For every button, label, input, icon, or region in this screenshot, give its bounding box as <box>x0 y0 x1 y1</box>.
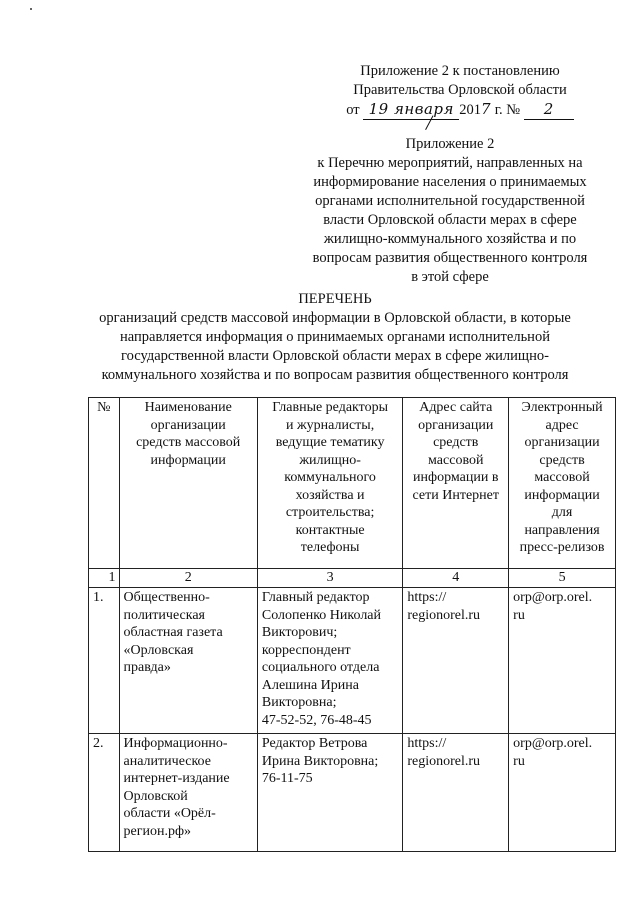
title-line: коммунального хозяйства и по вопросам развития общественного контроля <box>101 367 569 383</box>
email-address <box>509 734 616 852</box>
cell-line: контактные <box>295 522 365 538</box>
title-line: государственной власти Орловской области мерах в сфере жилищно- <box>121 348 549 364</box>
year-suffix: г. № <box>494 102 521 118</box>
appendix-list-line: информирование населения о принимаемых <box>313 174 587 190</box>
cell-line: Главные редакторы <box>272 400 389 415</box>
cell-line: regionorel.ru <box>407 753 481 769</box>
cell-line: организации <box>150 417 226 433</box>
cell-line: массовой <box>428 452 484 468</box>
website-address <box>403 588 509 734</box>
cell-line: информации <box>524 487 600 503</box>
cell-line: массовой <box>534 470 590 485</box>
cell-line: средств <box>539 452 585 468</box>
row-number: 2. <box>89 734 120 852</box>
editors-contacts <box>257 588 402 734</box>
mass-media-table <box>88 397 616 852</box>
cell-line: Редактор Ветрова <box>261 736 368 751</box>
cell-line: корреспондент <box>261 642 351 658</box>
handwritten-number: 2 <box>524 100 574 120</box>
cell-line: интернет-издание <box>123 771 230 786</box>
email-address <box>509 588 616 734</box>
column-number: 3 <box>257 569 402 588</box>
appendix-resolution-line2: Правительства Орловской области <box>353 82 567 98</box>
table-row <box>89 588 616 734</box>
handwritten-year: 7 <box>481 100 492 118</box>
cell-line: Солопенко Николай <box>261 607 382 623</box>
cell-line: направления <box>524 522 600 538</box>
organization-name <box>119 734 257 852</box>
appendix-list-heading: Приложение 2 <box>405 136 495 152</box>
cell-line: Орловской <box>123 788 188 804</box>
row-number: 1. <box>89 588 120 734</box>
cell-line: Наименование <box>144 400 232 415</box>
cell-line: Главный редактор <box>261 590 370 605</box>
cell-line: телефоны <box>300 540 360 555</box>
editors-contacts <box>257 734 402 852</box>
cell-line: 47-52-52, 76-48-45 <box>261 712 372 728</box>
cell-line: сети Интернет <box>412 487 499 503</box>
document-title-block <box>40 290 630 385</box>
header-cell-name <box>119 398 257 569</box>
cell-line: orp@orp.orel. <box>513 736 593 751</box>
cell-line: правда» <box>123 660 171 675</box>
cell-line: № <box>97 400 111 415</box>
cell-line: https:// <box>407 736 447 751</box>
title-line: организаций средств массовой информации в Орловской области, в которые <box>99 310 571 326</box>
cell-line: коммунального <box>284 470 376 485</box>
cell-line: ru <box>513 607 525 623</box>
cell-line: информации в <box>413 470 499 485</box>
appendix-resolution-line1: Приложение 2 к постановлению <box>360 63 560 79</box>
date-prefix: от <box>346 102 360 118</box>
cell-line: Информационно- <box>123 736 228 751</box>
cell-line: адрес <box>545 417 579 433</box>
cell-line: для <box>551 505 573 520</box>
cell-line: организации <box>418 417 494 433</box>
cell-line: средств <box>433 435 479 450</box>
appendix-list-line: к Перечню мероприятий, направленных на <box>317 155 583 171</box>
appendix-list-line: власти Орловской области мерах в сфере <box>323 212 577 228</box>
cell-line: «Орловская <box>123 642 194 658</box>
cell-line: orp@orp.orel. <box>513 590 593 605</box>
header-cell-number <box>89 398 120 569</box>
cell-line: Общественно- <box>123 590 210 605</box>
document-title: ПЕРЕЧЕНЬ <box>298 291 372 307</box>
column-number: 1 <box>89 569 120 588</box>
appendix-list-line: жилищно-коммунального хозяйства и по <box>323 231 577 247</box>
cell-line: 76-11-75 <box>261 771 313 786</box>
appendix-resolution-block <box>300 62 620 120</box>
column-number-row <box>89 569 616 588</box>
appendix-list-line: в этой сфере <box>411 269 489 285</box>
cell-line: регион.рф» <box>123 823 192 839</box>
appendix-list-line: вопросам развития общественного контроля <box>312 250 588 266</box>
cell-line: пресс-релизов <box>519 540 605 555</box>
cell-line: и журналисты, <box>286 417 375 433</box>
cell-line: regionorel.ru <box>407 607 481 623</box>
cell-line: области «Орёл- <box>123 806 216 821</box>
title-line: направляется информация о принимаемых органами исполнительной <box>120 329 550 345</box>
appendix-list-line: органами исполнительной государственной <box>315 193 585 209</box>
header-cell-editors <box>257 398 402 569</box>
year-prefix: 201 <box>459 102 482 118</box>
cell-line: ведущие тематику <box>275 435 385 450</box>
table-row <box>89 734 616 852</box>
cell-line: областная газета <box>123 625 223 640</box>
cell-line: https:// <box>407 590 447 605</box>
cell-line: средств массовой <box>136 435 241 450</box>
cell-line: жилищно- <box>299 452 361 468</box>
website-address <box>403 734 509 852</box>
cell-line: Ирина Викторовна; <box>261 753 379 769</box>
appendix-list-block <box>300 135 600 287</box>
header-cell-site <box>403 398 509 569</box>
cell-line: аналитическое <box>123 753 211 769</box>
table-header-row <box>89 398 616 569</box>
cell-line: Адрес сайта <box>419 400 493 415</box>
header-cell-email <box>509 398 616 569</box>
cell-line: хозяйства и <box>295 487 365 503</box>
cell-line: ru <box>513 753 525 769</box>
cell-line: Алешина Ирина <box>261 677 359 693</box>
column-number: 4 <box>403 569 509 588</box>
cell-line: организации <box>524 435 600 450</box>
cell-line: политическая <box>123 607 205 623</box>
organization-name <box>119 588 257 734</box>
cell-line: строительства; <box>285 505 375 520</box>
cell-line: Электронный <box>521 400 603 415</box>
column-number: 2 <box>119 569 257 588</box>
cell-line: социального отдела <box>261 660 380 675</box>
cell-line: Викторовна; <box>261 695 337 710</box>
resolution-date-line <box>346 100 573 120</box>
column-number: 5 <box>509 569 616 588</box>
scan-dot <box>30 8 32 10</box>
handwritten-date: 19 января <box>363 100 459 120</box>
cell-line: информации <box>150 452 226 468</box>
cell-line: Викторович; <box>261 625 338 640</box>
